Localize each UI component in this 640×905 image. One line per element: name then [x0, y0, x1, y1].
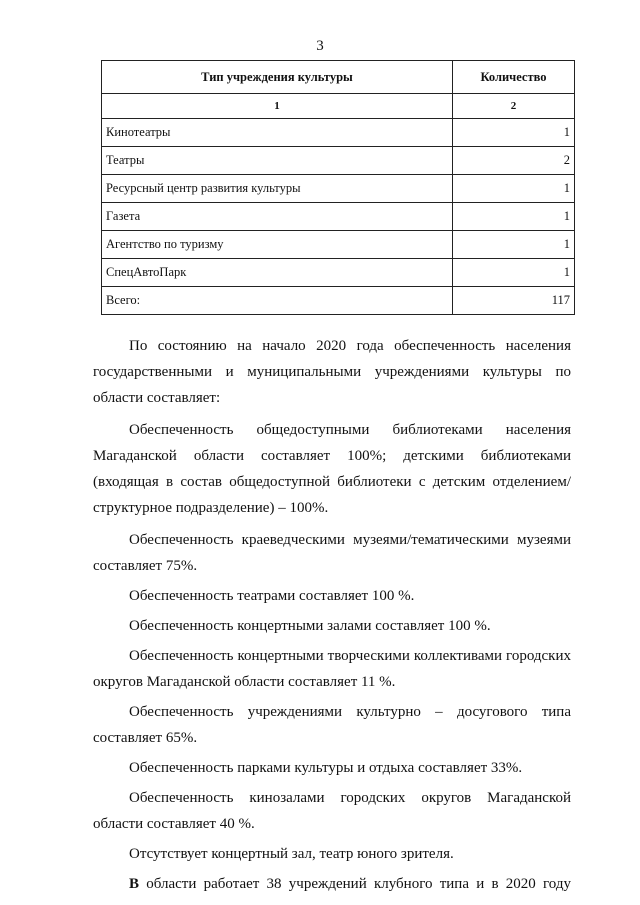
header-count: Количество [453, 61, 575, 94]
page-number: 3 [316, 38, 324, 54]
row-count: 1 [453, 231, 575, 259]
paragraph-parks: Обеспеченность парками культуры и отдыха составляет 33%. [129, 760, 523, 776]
table-row [102, 259, 575, 287]
row-type: Кинотеатры [102, 119, 453, 147]
paragraph-leisure: Обеспеченность учреждениями культурно – досугового типа составляет 65%. [93, 704, 571, 746]
column-number-row [102, 94, 575, 119]
paragraph-museums: Обеспеченность краеведческими музеями/тематическими музеями составляет 75%. [93, 532, 571, 574]
row-count: 1 [453, 203, 575, 231]
row-count: 1 [453, 175, 575, 203]
row-type: Театры [102, 147, 453, 175]
row-type: Агентство по туризму [102, 231, 453, 259]
paragraph-clubs [93, 871, 571, 897]
paragraph-clubs-text: области работает 38 учреждений клубного типа и в 2020 году [146, 876, 571, 892]
table-row [102, 231, 575, 259]
body-text [93, 333, 571, 897]
table-row [102, 119, 575, 147]
paragraph-intro: По состоянию на начало 2020 года обеспеченность населения государственными и муниципальными учреждениями культуры по области составляет: [93, 338, 571, 406]
culture-institutions-table [101, 60, 575, 315]
column-number-2: 2 [453, 94, 575, 119]
table-row [102, 203, 575, 231]
paragraph-cinemas: Обеспеченность кинозалами городских округов Магаданской области составляет 40 %. [93, 790, 571, 832]
paragraph-concert-halls: Обеспеченность концертными залами составляет 100 %. [129, 618, 491, 634]
column-number-1: 1 [102, 94, 453, 119]
row-type: Ресурсный центр развития культуры [102, 175, 453, 203]
table-row [102, 147, 575, 175]
total-count: 117 [453, 287, 575, 315]
table-total-row [102, 287, 575, 315]
row-count: 1 [453, 119, 575, 147]
bold-start-word: В [129, 876, 140, 892]
row-type: СпецАвтоПарк [102, 259, 453, 287]
paragraph-concert-collectives: Обеспеченность концертными творческими коллективами городских округов Магаданской области составляет 11 %. [93, 648, 571, 690]
paragraph-absent: Отсутствует концертный зал, театр юного зрителя. [129, 846, 454, 862]
table-header-row [102, 61, 575, 94]
table-row [102, 175, 575, 203]
header-type: Тип учреждения культуры [102, 61, 453, 94]
total-label: Всего: [102, 287, 453, 315]
paragraph-libraries: Обеспеченность общедоступными библиотеками населения Магаданской области составляет 100%; детскими библиотеками (входящая в состав общедоступной библиотеки с детским отделением/структурное подразделение) – 100%. [93, 422, 571, 516]
row-type: Газета [102, 203, 453, 231]
paragraph-theatres: Обеспеченность театрами составляет 100 %. [129, 588, 415, 604]
row-count: 1 [453, 259, 575, 287]
row-count: 2 [453, 147, 575, 175]
